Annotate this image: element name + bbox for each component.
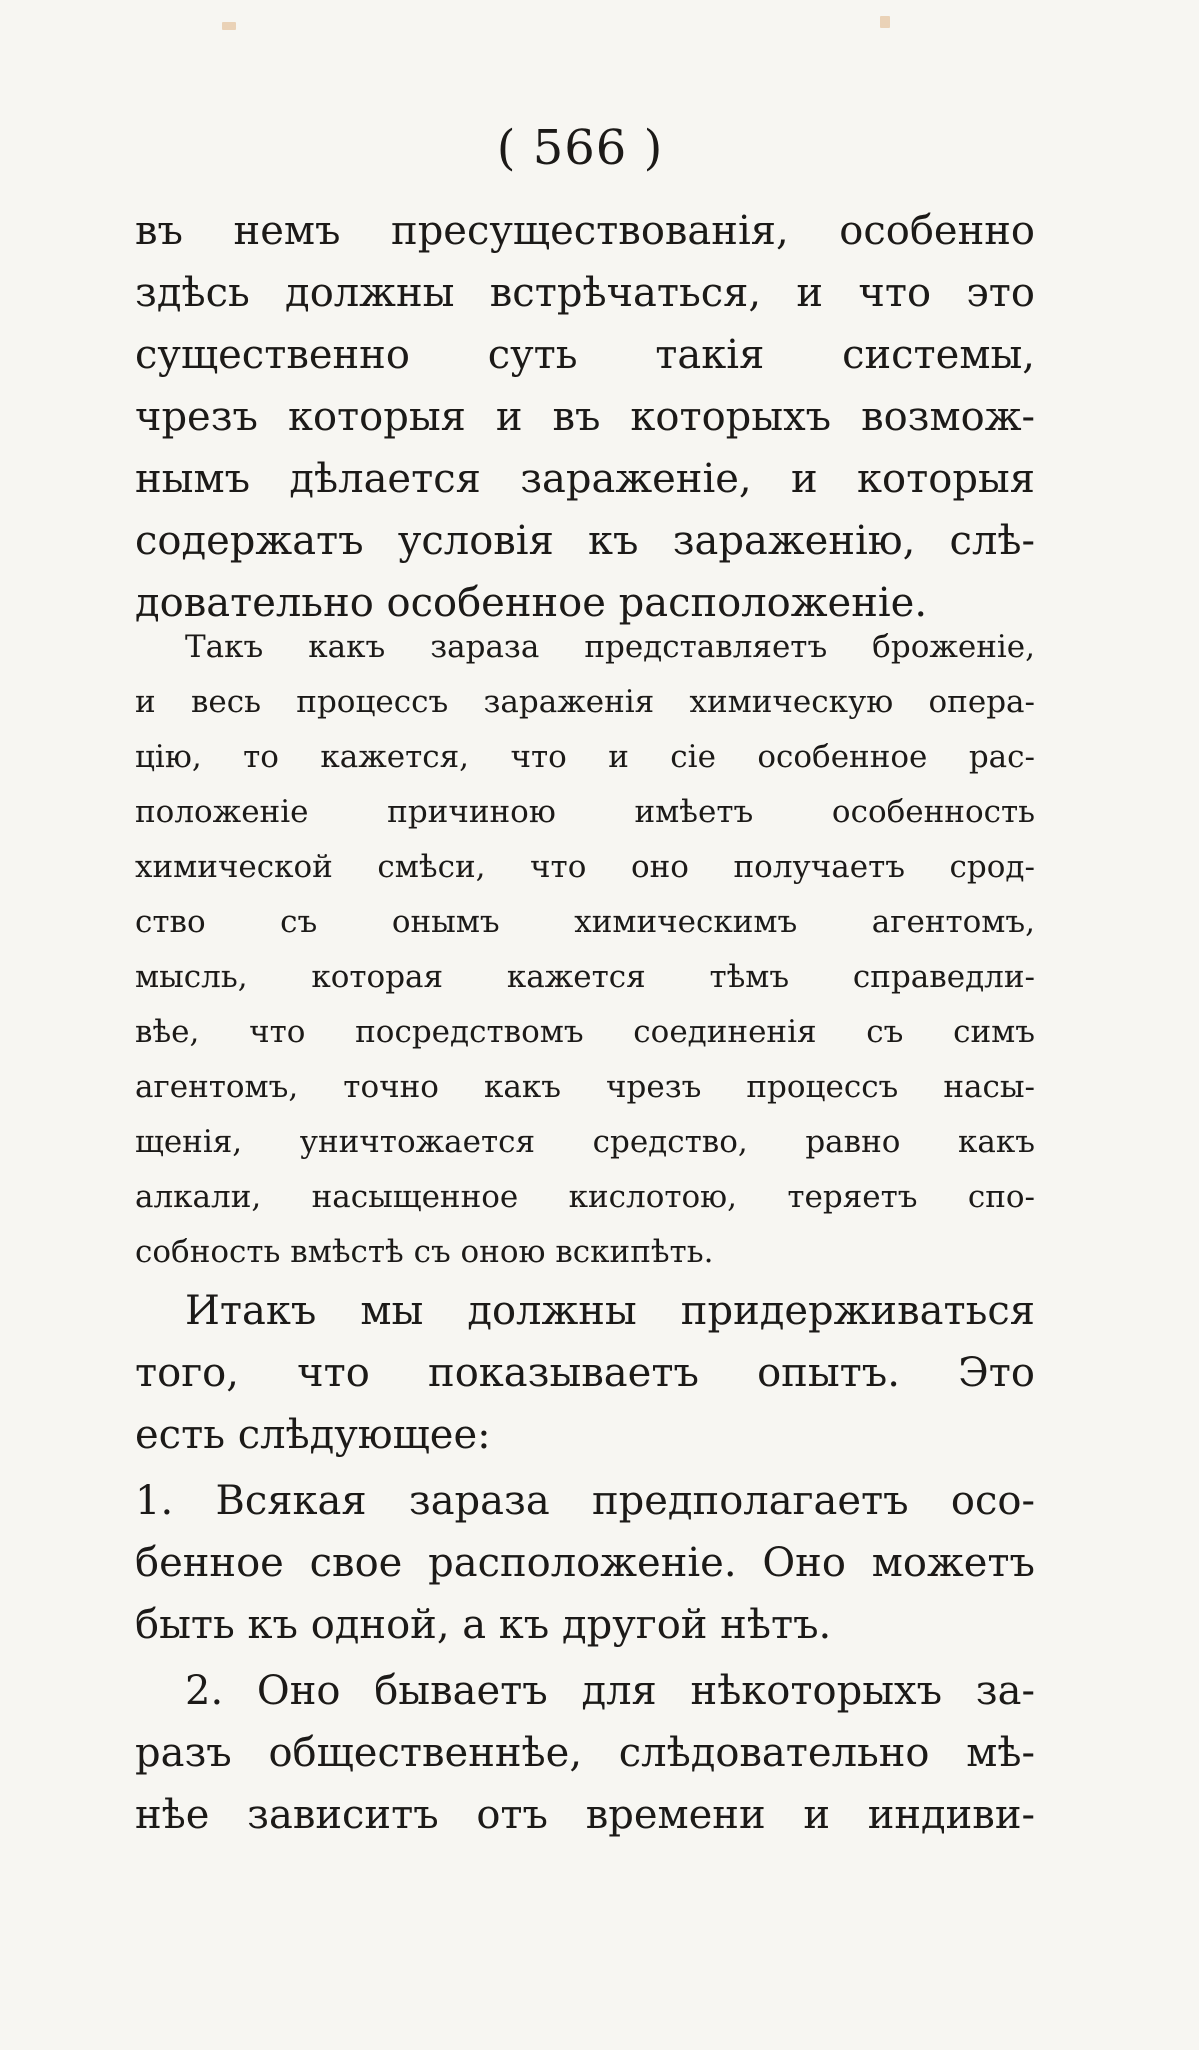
text-line: собность вмѣстѣ съ оною вскипѣть. [135,1234,714,1270]
text-line: алкали, насыщенное кислотою, теряетъ спо- [135,1179,1035,1215]
page-number: ( 566 ) [496,120,664,176]
text-line: довательно особенное расположеніе. [135,580,928,626]
text-line: существенно суть такія системы, [135,332,1035,378]
text-line: чрезъ которыя и въ которыхъ возмож- [135,394,1035,440]
text-line: есть слѣдующее: [135,1412,491,1458]
text-line: быть къ одной, а къ другой нѣтъ. [135,1602,832,1648]
text-line: Итакъ мы должны придерживаться [185,1288,1035,1334]
paragraph-small-type [135,620,1035,1280]
text-line: ство съ онымъ химическимъ агентомъ, [135,904,1035,940]
text-line: въ немъ пресуществованія, особенно [135,208,1035,254]
text-line: здѣсь должны встрѣчаться, и что это [135,270,1035,316]
text-line: содержатъ условія къ зараженію, слѣ- [135,518,1035,564]
text-line: нымъ дѣлается зараженіе, и которыя [135,456,1035,502]
numbered-item-2 [135,1660,1035,1846]
text-line: мысль, которая кажется тѣмъ справедли- [135,959,1035,995]
text-line: щенія, уничтожается средство, равно какъ [135,1124,1035,1160]
text-line: бенное свое расположеніе. Оно можетъ [135,1540,1035,1586]
text-line: химической смѣси, что оно получаетъ срод- [135,849,1035,885]
text-line: 2. Оно бываетъ для нѣкоторыхъ за- [185,1668,1035,1714]
numbered-item-1 [135,1470,1035,1656]
text-line: того, что показываетъ опытъ. Это [135,1350,1035,1396]
text-line: цію, то кажется, что и сіе особенное рас- [135,739,1035,775]
text-line: разъ общественнѣе, слѣдовательно мѣ- [135,1730,1035,1776]
text-line: нѣе зависитъ отъ времени и индиви- [135,1792,1035,1838]
text-line: положеніе причиною имѣетъ особенность [135,794,1035,830]
text-line: 1. Всякая зараза предполагаетъ осо- [135,1478,1035,1524]
scan-speck [880,16,890,28]
scan-speck [222,22,236,30]
text-line: и весь процессъ зараженія химическую опера- [135,684,1035,720]
text-line: агентомъ, точно какъ чрезъ процессъ насы- [135,1069,1035,1105]
paragraph-conclusion [135,1280,1035,1466]
text-line: вѣе, что посредствомъ соединенія съ симъ [135,1014,1035,1050]
text-line: Такъ какъ зараза представляетъ броженіе, [185,629,1035,665]
paragraph-continuation [135,200,1035,634]
